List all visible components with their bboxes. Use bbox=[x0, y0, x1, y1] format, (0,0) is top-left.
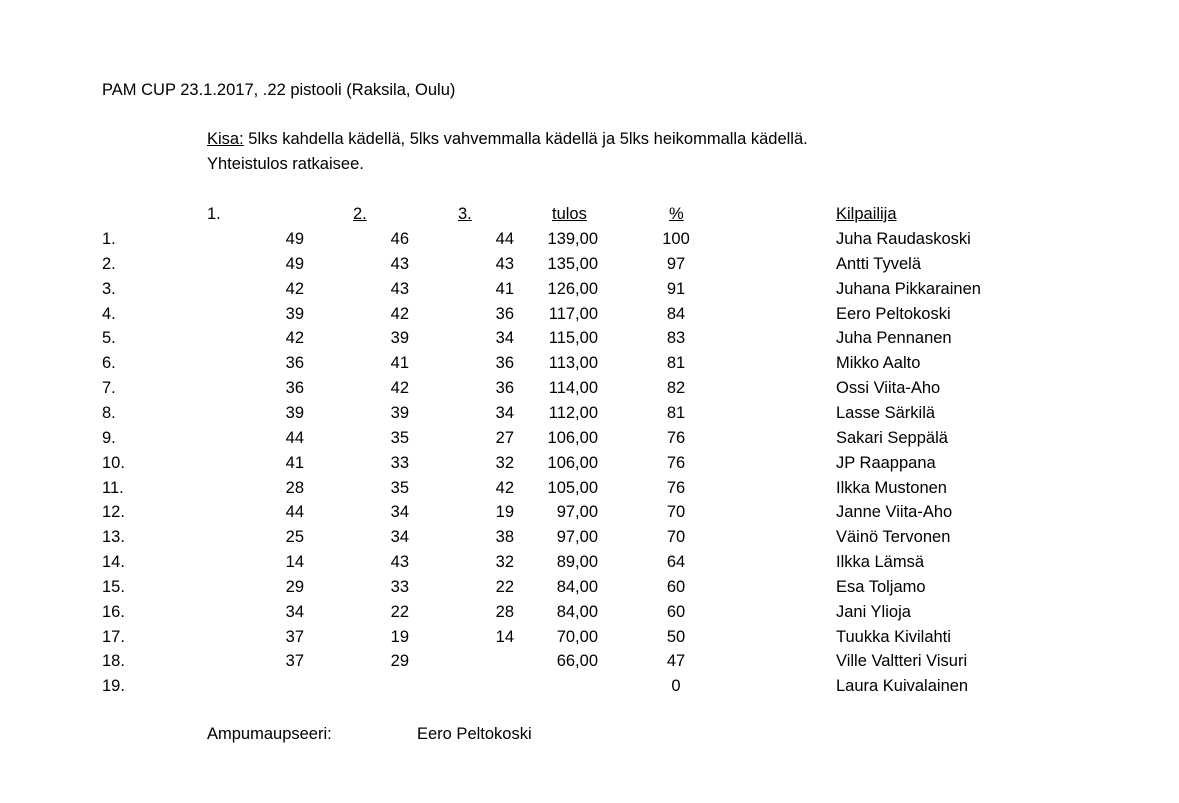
kisa-text: 5lks kahdella kädellä, 5lks vahvemmalla kädellä ja 5lks heikommalla kädellä. bbox=[243, 130, 808, 148]
round-1-score: 39 bbox=[285, 304, 304, 323]
round-1-score: 39 bbox=[285, 403, 304, 422]
total-score: 84,00 bbox=[556, 577, 598, 596]
round-3-score: 28 bbox=[495, 602, 514, 621]
total-score: 105,00 bbox=[547, 478, 598, 497]
round-2-score: 43 bbox=[390, 553, 409, 572]
round-1-score: 44 bbox=[285, 503, 304, 522]
header-percent: % bbox=[669, 205, 684, 223]
round-1-score: 42 bbox=[285, 279, 304, 298]
rank-cell: 19. bbox=[102, 677, 125, 696]
round-1-score: 49 bbox=[285, 230, 304, 248]
percent-cell: 100 bbox=[662, 230, 690, 248]
rank-cell: 5. bbox=[102, 329, 116, 348]
percent-cell: 50 bbox=[666, 627, 686, 646]
round-1-score: 37 bbox=[285, 627, 304, 646]
header-tulos: tulos bbox=[552, 205, 587, 223]
rank-cell: 9. bbox=[102, 428, 116, 447]
round-2-score: 34 bbox=[390, 503, 409, 522]
rank-cell: 11. bbox=[102, 478, 124, 497]
percent-cell: 0 bbox=[671, 677, 681, 696]
total-score: 114,00 bbox=[548, 379, 598, 398]
round-2-score: 22 bbox=[390, 602, 409, 621]
round-3-score: 44 bbox=[495, 230, 514, 248]
total-score: 84,00 bbox=[556, 602, 598, 621]
percent-cell: 70 bbox=[666, 503, 686, 522]
competitor-name: Ilkka Mustonen bbox=[836, 478, 947, 497]
total-score: 139,00 bbox=[547, 230, 598, 248]
round-3-score: 36 bbox=[495, 379, 514, 398]
competitor-name: Janne Viita-Aho bbox=[836, 503, 953, 522]
competitor-name: Jani Ylioja bbox=[836, 602, 911, 621]
rank-cell: 10. bbox=[102, 453, 125, 472]
competitor-name: Eero Peltokoski bbox=[836, 304, 951, 323]
total-score: 117,00 bbox=[548, 304, 598, 323]
competitor-name: Esa Toljamo bbox=[836, 577, 926, 596]
competitor-name: Sakari Seppälä bbox=[836, 428, 948, 447]
rank-cell: 17. bbox=[102, 627, 125, 646]
total-score: 106,00 bbox=[547, 453, 598, 472]
round-2-score: 43 bbox=[390, 254, 409, 273]
rank-cell: 8. bbox=[102, 403, 116, 422]
competitor-name: Ville Valtteri Visuri bbox=[836, 652, 968, 671]
total-score: 106,00 bbox=[547, 428, 598, 447]
rank-cell: 6. bbox=[102, 354, 116, 373]
round-2-score: 33 bbox=[390, 453, 409, 472]
percent-cell: 64 bbox=[666, 553, 686, 572]
competitor-name: Tuukka Kivilahti bbox=[836, 627, 951, 646]
round-1-score: 42 bbox=[285, 329, 304, 348]
round-3-score: 19 bbox=[495, 503, 514, 522]
total-score: 113,00 bbox=[548, 354, 598, 373]
competitor-name: Juha Raudaskoski bbox=[836, 230, 971, 248]
round-3-score: 27 bbox=[495, 428, 514, 447]
round-1-score: 44 bbox=[285, 428, 304, 447]
header-round-2: 2. bbox=[353, 205, 367, 223]
percent-cell: 47 bbox=[666, 652, 686, 671]
round-3-score: 32 bbox=[495, 553, 514, 572]
total-score: 115,00 bbox=[548, 329, 598, 348]
competitor-name: Mikko Aalto bbox=[836, 354, 921, 373]
round-1-score: 25 bbox=[285, 528, 304, 547]
range-officer-name: Eero Peltokoski bbox=[417, 725, 532, 743]
rank-cell: 14. bbox=[102, 553, 125, 572]
competition-description bbox=[207, 129, 808, 149]
round-1-score: 36 bbox=[285, 379, 304, 398]
rank-cell: 4. bbox=[102, 304, 116, 323]
round-3-score: 34 bbox=[495, 403, 514, 422]
round-2-score: 29 bbox=[390, 652, 409, 671]
header-round-1: 1. bbox=[207, 205, 221, 223]
round-1-score: 29 bbox=[285, 577, 304, 596]
round-3-score: 43 bbox=[495, 254, 514, 273]
round-3-score: 36 bbox=[495, 354, 514, 373]
round-1-score: 36 bbox=[285, 354, 304, 373]
header-competitor: Kilpailija bbox=[836, 205, 897, 223]
rank-cell: 13. bbox=[102, 528, 125, 547]
round-3-score: 34 bbox=[495, 329, 514, 348]
round-3-score: 38 bbox=[495, 528, 514, 547]
competitor-name: Antti Tyvelä bbox=[836, 254, 921, 273]
competitor-name: Juhana Pikkarainen bbox=[836, 279, 981, 298]
rank-cell: 16. bbox=[102, 602, 125, 621]
round-3-score: 22 bbox=[495, 577, 514, 596]
kisa-label: Kisa: bbox=[207, 130, 244, 148]
percent-cell: 81 bbox=[666, 354, 686, 373]
round-1-score: 28 bbox=[285, 478, 304, 497]
round-3-score: 41 bbox=[495, 279, 514, 298]
percent-cell: 82 bbox=[666, 379, 686, 398]
percent-cell: 81 bbox=[666, 403, 686, 422]
percent-cell: 70 bbox=[666, 528, 686, 547]
round-1-score: 37 bbox=[285, 652, 304, 671]
competitor-name: Ossi Viita-Aho bbox=[836, 379, 941, 398]
round-2-score: 42 bbox=[390, 304, 409, 323]
total-score: 135,00 bbox=[547, 254, 598, 273]
round-2-score: 43 bbox=[390, 279, 409, 298]
round-3-score: 32 bbox=[495, 453, 514, 472]
round-3-score: 42 bbox=[495, 478, 514, 497]
competitor-name: Laura Kuivalainen bbox=[836, 677, 969, 696]
percent-cell: 76 bbox=[666, 478, 686, 497]
page-title: PAM CUP 23.1.2017, .22 pistooli (Raksila, Oulu) bbox=[102, 81, 456, 99]
round-2-score: 33 bbox=[390, 577, 409, 596]
round-3-score: 36 bbox=[495, 304, 514, 323]
percent-cell: 84 bbox=[666, 304, 686, 323]
competitor-name: Juha Pennanen bbox=[836, 329, 952, 348]
rank-cell: 3. bbox=[102, 279, 116, 298]
rank-cell: 7. bbox=[102, 379, 116, 398]
competitor-name: JP Raappana bbox=[836, 453, 936, 472]
total-score: 97,00 bbox=[556, 528, 598, 547]
round-3-score: 14 bbox=[495, 627, 514, 646]
rank-cell: 18. bbox=[102, 652, 125, 671]
competitor-name: Väinö Tervonen bbox=[836, 528, 951, 547]
round-1-score: 34 bbox=[285, 602, 304, 621]
percent-cell: 97 bbox=[666, 254, 686, 273]
rank-cell: 1. bbox=[102, 230, 116, 248]
total-score: 97,00 bbox=[556, 503, 598, 522]
percent-cell: 60 bbox=[666, 577, 686, 596]
round-2-score: 34 bbox=[390, 528, 409, 547]
total-score: 66,00 bbox=[556, 652, 598, 671]
total-score: 126,00 bbox=[547, 279, 598, 298]
competition-rule: Yhteistulos ratkaisee. bbox=[207, 155, 364, 173]
percent-cell: 76 bbox=[666, 453, 686, 472]
percent-cell: 76 bbox=[666, 428, 686, 447]
round-2-score: 42 bbox=[390, 379, 409, 398]
round-1-score: 41 bbox=[285, 453, 304, 472]
rank-cell: 12. bbox=[102, 503, 125, 522]
total-score: 89,00 bbox=[556, 553, 598, 572]
total-score: 70,00 bbox=[556, 627, 598, 646]
range-officer-label: Ampumaupseeri: bbox=[207, 725, 332, 743]
rank-cell: 15. bbox=[102, 577, 125, 596]
round-2-score: 39 bbox=[390, 329, 409, 348]
percent-cell: 60 bbox=[666, 602, 686, 621]
round-2-score: 35 bbox=[390, 478, 409, 497]
competitor-name: Lasse Särkilä bbox=[836, 403, 936, 422]
round-2-score: 46 bbox=[390, 230, 409, 248]
round-1-score: 14 bbox=[285, 553, 304, 572]
round-2-score: 35 bbox=[390, 428, 409, 447]
total-score: 112,00 bbox=[548, 403, 598, 422]
round-2-score: 19 bbox=[390, 627, 409, 646]
header-round-3: 3. bbox=[458, 205, 472, 223]
round-1-score: 49 bbox=[285, 254, 304, 273]
competitor-name: Ilkka Lämsä bbox=[836, 553, 925, 572]
rank-cell: 2. bbox=[102, 254, 116, 273]
round-2-score: 41 bbox=[390, 354, 409, 373]
percent-cell: 83 bbox=[666, 329, 686, 348]
round-2-score: 39 bbox=[390, 403, 409, 422]
percent-cell: 91 bbox=[666, 279, 686, 298]
